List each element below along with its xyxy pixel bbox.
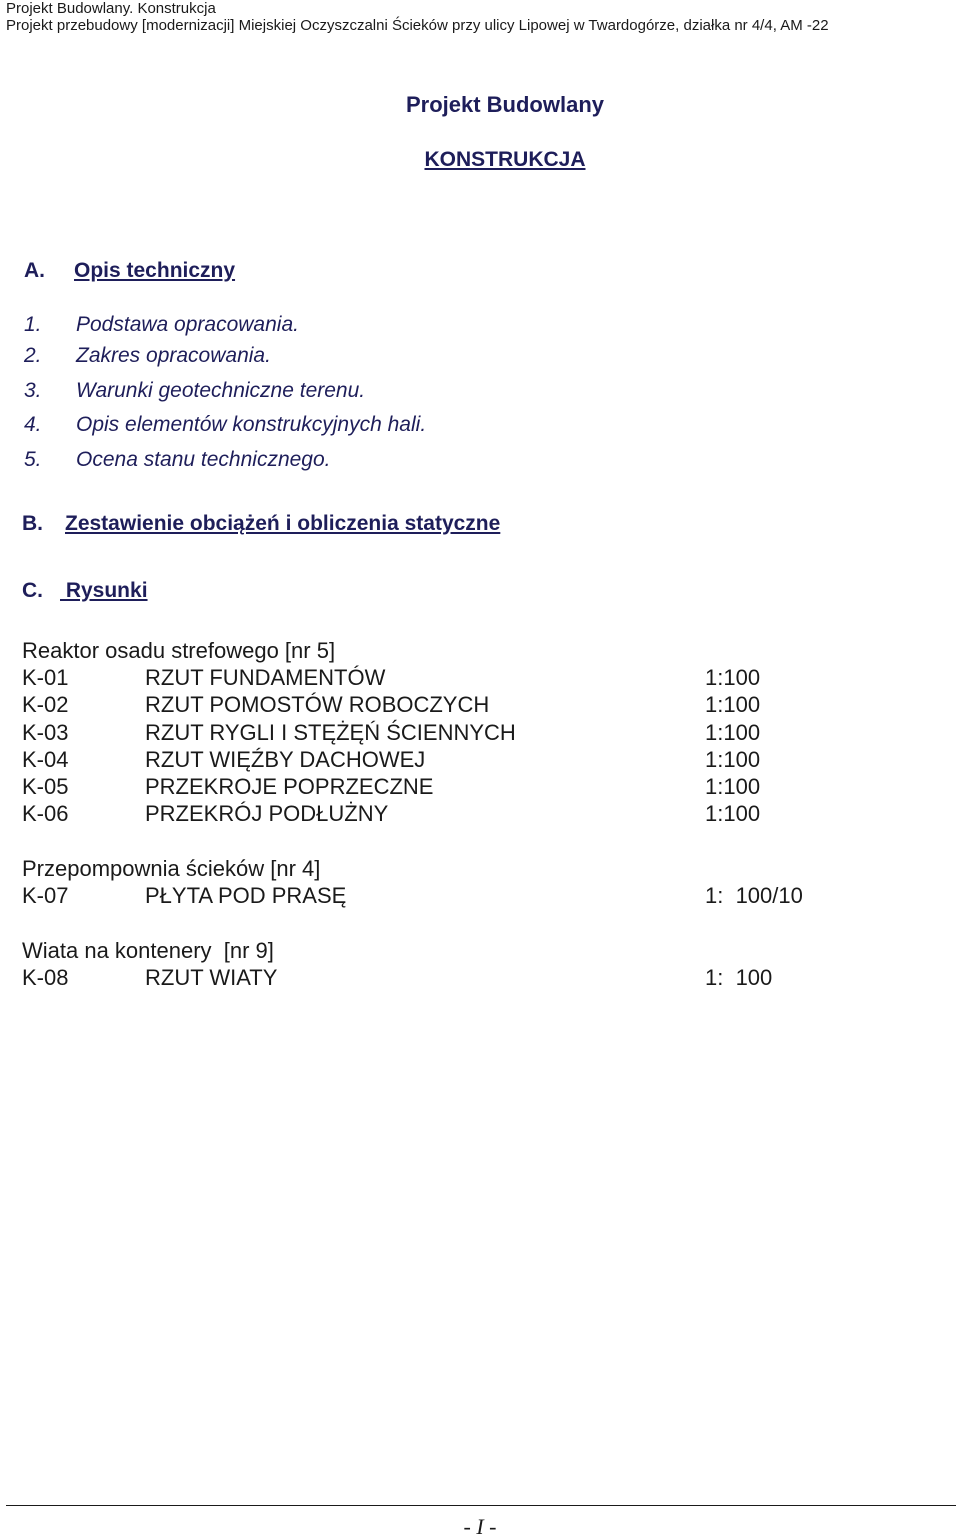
drawing-code: K-01 <box>22 665 69 690</box>
section-c-heading <box>22 579 148 603</box>
toc-item-text: Warunki geotechniczne terenu. <box>76 379 366 402</box>
drawing-code: K-07 <box>22 883 69 908</box>
toc-item-text: Podstawa opracowania. <box>76 313 299 336</box>
running-header-line-1: Projekt Budowlany. Konstrukcja <box>6 0 216 17</box>
toc-item-number: 3. <box>24 379 42 402</box>
toc-item <box>24 413 426 437</box>
drawing-scale: 1:100 <box>705 720 761 745</box>
drawing-name: RZUT WIĘŹBY DACHOWEJ <box>145 747 426 772</box>
section-b-letter: B. <box>22 512 43 535</box>
section-b-heading <box>22 512 500 536</box>
document-title: Projekt Budowlany <box>405 92 605 117</box>
drawing-name: PRZEKROJE POPRZECZNE <box>145 774 434 799</box>
toc-item <box>24 379 365 403</box>
drawing-group-title: Przepompownia ścieków [nr 4] <box>22 856 321 881</box>
drawing-code: K-08 <box>22 965 69 990</box>
drawing-group-title: Wiata na kontenery [nr 9] <box>22 938 274 963</box>
drawing-code: K-02 <box>22 692 69 717</box>
toc-item <box>24 313 299 337</box>
drawing-scale: 1:100 <box>705 747 761 772</box>
drawing-scale: 1:100 <box>705 665 761 690</box>
toc-item-number: 5. <box>24 448 42 471</box>
section-a-heading <box>24 259 235 283</box>
section-b-title: Zestawienie obciążeń i obliczenia statyczne <box>65 512 501 535</box>
toc-item-number: 4. <box>24 413 42 436</box>
section-c-letter: C. <box>22 579 43 602</box>
drawing-scale: 1:100 <box>705 801 761 826</box>
drawing-name: PŁYTA POD PRASĘ <box>145 883 347 908</box>
drawing-name: RZUT WIATY <box>145 965 278 990</box>
drawing-code: K-03 <box>22 720 69 745</box>
section-a-title: Opis techniczny <box>74 259 236 282</box>
toc-item <box>24 448 331 472</box>
drawing-scale: 1:100 <box>705 692 761 717</box>
drawing-group-title: Reaktor osadu strefowego [nr 5] <box>22 638 336 663</box>
toc-item-text: Zakres opracowania. <box>76 344 271 367</box>
running-header-line-2: Projekt przebudowy [modernizacji] Miejskiej Oczyszczalni Ścieków przy ulicy Lipowej w Twardogórze, działka nr 4/4, AM -22 <box>6 17 829 34</box>
document-subtitle: KONSTRUKCJA <box>424 148 586 171</box>
toc-item-text: Ocena stanu technicznego. <box>76 448 331 471</box>
drawing-scale: 1:100 <box>705 774 761 799</box>
toc-item-number: 1. <box>24 313 42 336</box>
drawing-name: RZUT RYGLI I STĘŻĘŃ ŚCIENNYCH <box>145 720 516 745</box>
drawing-code: K-04 <box>22 747 69 772</box>
drawing-name: RZUT FUNDAMENTÓW <box>145 665 386 690</box>
footer-divider <box>6 1505 956 1506</box>
drawing-code: K-06 <box>22 801 69 826</box>
section-a-letter: A. <box>24 259 45 282</box>
drawing-code: K-05 <box>22 774 69 799</box>
section-c-title: Rysunki <box>60 579 148 602</box>
drawing-name: PRZEKRÓJ PODŁUŻNY <box>145 801 389 826</box>
toc-item-text: Opis elementów konstrukcyjnych hali. <box>76 413 427 436</box>
toc-item <box>24 344 271 368</box>
toc-item-number: 2. <box>24 344 42 367</box>
drawing-scale: 1: 100 <box>705 965 773 990</box>
page-number: - I - <box>463 1514 497 1539</box>
drawing-name: RZUT POMOSTÓW ROBOCZYCH <box>145 692 490 717</box>
drawing-scale: 1: 100/10 <box>705 883 803 908</box>
